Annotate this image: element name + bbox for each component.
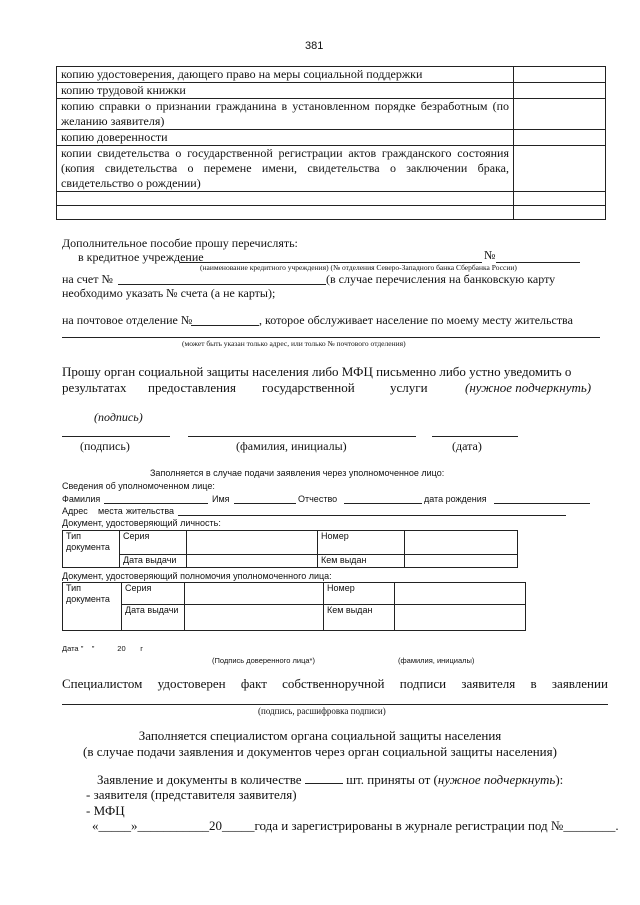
- doc-count-field[interactable]: [305, 772, 343, 784]
- proxy-info: Сведения об уполномоченном лице:: [62, 481, 215, 491]
- bank-number-sign: №: [484, 248, 496, 262]
- specialist-word: заявлении: [551, 676, 608, 691]
- surname-label: Фамилия: [62, 494, 101, 504]
- doc-row-text: [57, 206, 514, 220]
- issued-by-field[interactable]: [405, 555, 518, 568]
- notify-results: результатах: [62, 380, 127, 395]
- proxy-name-hint: (фамилия, инициалы): [398, 656, 475, 665]
- issue-date-label: Дата выдачи: [122, 605, 185, 631]
- date-label: (дата): [452, 439, 482, 453]
- patronymic-label: Отчество: [298, 494, 338, 504]
- doc-row-check: [514, 83, 606, 99]
- post-address-field[interactable]: [62, 337, 600, 338]
- table-row: [57, 83, 606, 99]
- doc-row-check: [514, 99, 606, 130]
- account-field[interactable]: [118, 284, 326, 285]
- office-accepted-line: [97, 772, 563, 788]
- table-row: [57, 146, 606, 192]
- name-field[interactable]: [188, 436, 416, 437]
- table-row: [57, 67, 606, 83]
- notify-choose-note: (нужное подчеркнуть): [465, 380, 592, 395]
- date-field[interactable]: [432, 436, 518, 437]
- number-label: Номер: [318, 531, 405, 555]
- issue-date-field[interactable]: [187, 555, 318, 568]
- table-row: [57, 130, 606, 146]
- signature-field[interactable]: [62, 436, 170, 437]
- notify-provision: предоставления: [148, 380, 236, 395]
- notify-line-1: Прошу орган социальной защиты населения либо МФЦ письменно либо устно уведомить о: [62, 364, 572, 379]
- patronymic-field[interactable]: [344, 503, 422, 504]
- doc-type-label: Тип документа: [63, 583, 122, 631]
- bank-hint: (наименование кредитного учреждения) (№ отделения Северо-Западного банка Сбербанка России): [200, 263, 517, 272]
- address-label-a: Адрес: [62, 506, 88, 516]
- proxy-title: Заполняется в случае подачи заявления через уполномоченное лицо:: [150, 468, 445, 478]
- issued-by-label: Кем выдан: [324, 605, 395, 631]
- birth-date-label: дата рождения: [424, 494, 487, 504]
- table-row: [63, 555, 518, 568]
- birth-date-field[interactable]: [494, 503, 590, 504]
- specialist-signature-field[interactable]: [62, 704, 608, 705]
- table-row: [63, 605, 526, 631]
- specialist-word: факт: [240, 676, 267, 691]
- option-mfc: - МФЦ: [86, 803, 125, 818]
- proxy-signature-hint: (Подпись доверенного лица*): [212, 656, 315, 665]
- id-doc-label: Документ, удостоверяющий личность:: [62, 518, 221, 528]
- account-note: (в случае перечисления на банковскую карту: [326, 272, 556, 286]
- doc-row-text: копию доверенности: [57, 130, 514, 146]
- specialist-word: подписи: [399, 676, 447, 691]
- notify-signature-italic: (подпись): [94, 410, 143, 424]
- specialist-word: собственноручной: [282, 676, 385, 691]
- doc-row-check: [514, 146, 606, 192]
- address-field[interactable]: [178, 515, 566, 516]
- account-note-2: необходимо указать № счета (а не карты);: [62, 286, 276, 300]
- table-row: [57, 99, 606, 130]
- signature-label: (подпись): [80, 439, 130, 453]
- option-applicant: - заявителя (представителя заявителя): [86, 787, 297, 802]
- doc-row-check: [514, 206, 606, 220]
- bank-label: в кредитное учреждение: [78, 250, 204, 264]
- series-field[interactable]: [185, 583, 324, 605]
- account-label: на счет №: [62, 272, 113, 286]
- payment-heading: Дополнительное пособие прошу перечислять:: [62, 236, 298, 250]
- name-label: (фамилия, инициалы): [236, 439, 347, 453]
- number-field[interactable]: [395, 583, 526, 605]
- page-number: 381: [305, 40, 324, 52]
- series-field[interactable]: [187, 531, 318, 555]
- documents-table: [56, 66, 606, 220]
- first-name-field[interactable]: [234, 503, 296, 504]
- address-label-c: жительства: [126, 506, 175, 516]
- series-label: Серия: [122, 583, 185, 605]
- specialist-word: удостоверен: [157, 676, 226, 691]
- post-hint: (может быть указан только адрес, или только № почтового отделения): [182, 339, 406, 348]
- post-tail: , которое обслуживает население по моему месту жительства: [259, 313, 573, 327]
- notify-service: услуги: [390, 380, 428, 395]
- specialist-hint: (подпись, расшифровка подписи): [258, 706, 386, 716]
- number-label: Номер: [324, 583, 395, 605]
- id-doc-table: [62, 530, 518, 568]
- doc-type-label: Тип документа: [63, 531, 120, 568]
- accepted-text-b: шт. приняты от (: [346, 772, 438, 787]
- registration-line: «_____»___________20_____года и зарегистрированы в журнале регистрации под №________.: [92, 818, 619, 833]
- issued-by-label: Кем выдан: [318, 555, 405, 568]
- table-row: [63, 583, 526, 605]
- table-row: [57, 192, 606, 206]
- doc-row-check: [514, 67, 606, 83]
- issue-date-field[interactable]: [185, 605, 324, 631]
- post-label: на почтовое отделение №: [62, 313, 193, 327]
- doc-row-text: [57, 192, 514, 206]
- surname-field[interactable]: [104, 503, 208, 504]
- series-label: Серия: [120, 531, 187, 555]
- issued-by-field[interactable]: [395, 605, 526, 631]
- office-title-1: Заполняется специалистом органа социальной защиты населения: [138, 728, 502, 743]
- doc-row-check: [514, 192, 606, 206]
- accepted-choose-note: нужное подчеркнуть: [437, 772, 556, 787]
- doc-row-check: [514, 130, 606, 146]
- accepted-text-c: ):: [555, 772, 564, 787]
- table-row: [57, 206, 606, 220]
- specialist-word: в: [530, 676, 537, 691]
- address-label-b: места: [98, 506, 123, 516]
- table-row: [63, 531, 518, 555]
- doc-row-text: копию справки о признании гражданина в установленном порядке безработным (по желанию заявителя): [57, 99, 514, 130]
- post-office-field[interactable]: [191, 325, 259, 326]
- auth-doc-label: Документ, удостоверяющий полномочия уполномоченного лица:: [62, 571, 332, 581]
- auth-doc-table: [62, 582, 526, 631]
- issue-date-label: Дата выдачи: [120, 555, 187, 568]
- proxy-date-line: Дата " " 20 г: [62, 644, 143, 653]
- doc-row-text: копию трудовой книжки: [57, 83, 514, 99]
- specialist-word: заявителя: [461, 676, 516, 691]
- specialist-word: Специалистом: [62, 676, 143, 691]
- accepted-text-a: Заявление и документы в количестве: [97, 772, 302, 787]
- first-name-label: Имя: [212, 494, 230, 504]
- notify-state: государственной: [262, 380, 355, 395]
- number-field[interactable]: [405, 531, 518, 555]
- specialist-line: [62, 676, 608, 692]
- doc-row-text: копии свидетельства о государственной регистрации актов гражданского состояния (копия свидетельства о перемене имени, свидетельства о заключении брака, свидетельство о рождении): [57, 146, 514, 192]
- doc-row-text: копию удостоверения, дающего право на меры социальной поддержки: [57, 67, 514, 83]
- office-title-2: (в случае подачи заявления и документов через орган социальной защиты населения): [83, 744, 557, 759]
